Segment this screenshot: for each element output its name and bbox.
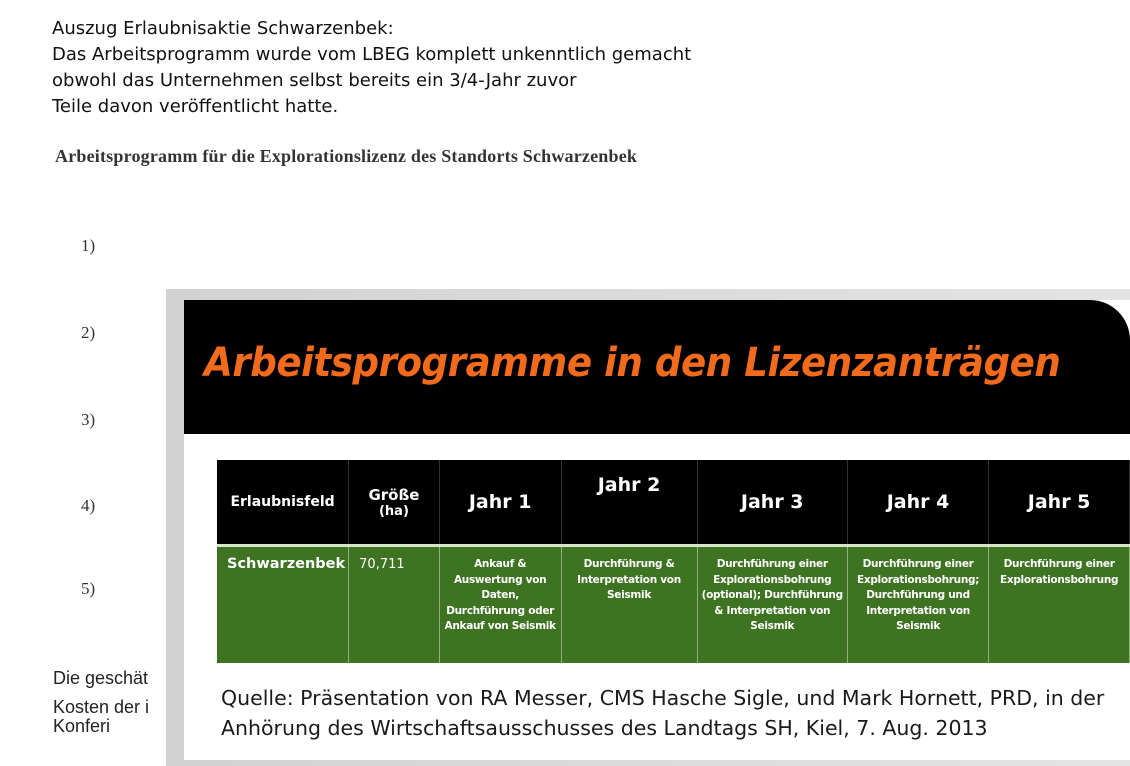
intro-line-1: Auszug Erlaubnisaktie Schwarzenbek: (52, 18, 394, 39)
document-bottom-line-3-clip (53, 716, 168, 736)
cell-year-5 (989, 546, 1130, 664)
header-field: Erlaubnisfeld (217, 460, 349, 546)
source-line-2: Anhörung des Wirtschaftsausschusses des Landtags SH, Kiel, 7. Aug. 2013 (221, 716, 988, 740)
document-bottom-line-2: Kosten der i (53, 697, 150, 717)
header-size (349, 460, 440, 546)
source-line-1: Quelle: Präsentation von RA Messer, CMS Hasche Sigle, und Mark Hornett, PRD, in der (221, 686, 1105, 710)
cell-year-1 (439, 546, 561, 664)
list-number-1: 1) (81, 236, 96, 255)
intro-line-2: Das Arbeitsprogramm wurde vom LBEG komplett unkenntlich gemacht (52, 44, 692, 65)
cell-year-3 (697, 546, 847, 664)
list-number-5: 5) (81, 579, 96, 598)
header-size-line-1: Größe (368, 485, 420, 504)
cell-year-4 (847, 546, 988, 664)
header-year-5: Jahr 5 (989, 460, 1130, 546)
document-bottom-line-3: Konferi (53, 716, 111, 736)
slide-header (184, 300, 1130, 434)
work-program-table (217, 460, 1130, 663)
intro-text (52, 16, 691, 120)
header-year-4: Jahr 4 (847, 460, 988, 546)
table-row (217, 546, 1130, 664)
cell-year-3-text: Durchführung einer Explorationsbohrung (optional); Durchführung & Interpretation von Seismik (701, 558, 843, 632)
slide-title: Arbeitsprogramme in den Lizenzanträgen (204, 340, 1061, 386)
list-number-4: 4) (81, 496, 96, 515)
source-citation (221, 683, 1104, 743)
list-number-3: 3) (81, 410, 96, 429)
cell-year-2-text: Durchführung & Interpretation von Seismik (577, 558, 681, 601)
intro-line-4: Teile davon veröffentlicht hatte. (52, 96, 339, 117)
header-year-1: Jahr 1 (439, 460, 561, 546)
cell-year-5-text: Durchführung einer Explorationsbohrung (999, 558, 1119, 586)
document-heading: Arbeitsprogramm für die Explorationslizenz des Standorts Schwarzenbek (55, 146, 638, 166)
list-number-2: 2) (81, 323, 96, 342)
document-bottom-line-1: Die geschät (53, 668, 149, 688)
header-size-line-2: (ha) (378, 503, 409, 519)
slide-overlay (184, 300, 1130, 760)
cell-year-2 (561, 546, 697, 664)
intro-line-3: obwohl das Unternehmen selbst bereits ein 3/4-Jahr zuvor (52, 70, 577, 91)
cell-year-1-text: Ankauf & Auswertung von Daten, Durchführung oder Ankauf von Seismik (444, 558, 556, 632)
cell-year-4-text: Durchführung einer Explorationsbohrung; Durchführung und Interpretation von Seismik (856, 558, 980, 632)
cell-field: Schwarzenbek (217, 546, 349, 664)
table-header-row (217, 460, 1130, 546)
header-year-3: Jahr 3 (697, 460, 847, 546)
cell-size: 70,711 (349, 546, 440, 664)
header-year-2: Jahr 2 (561, 460, 697, 546)
